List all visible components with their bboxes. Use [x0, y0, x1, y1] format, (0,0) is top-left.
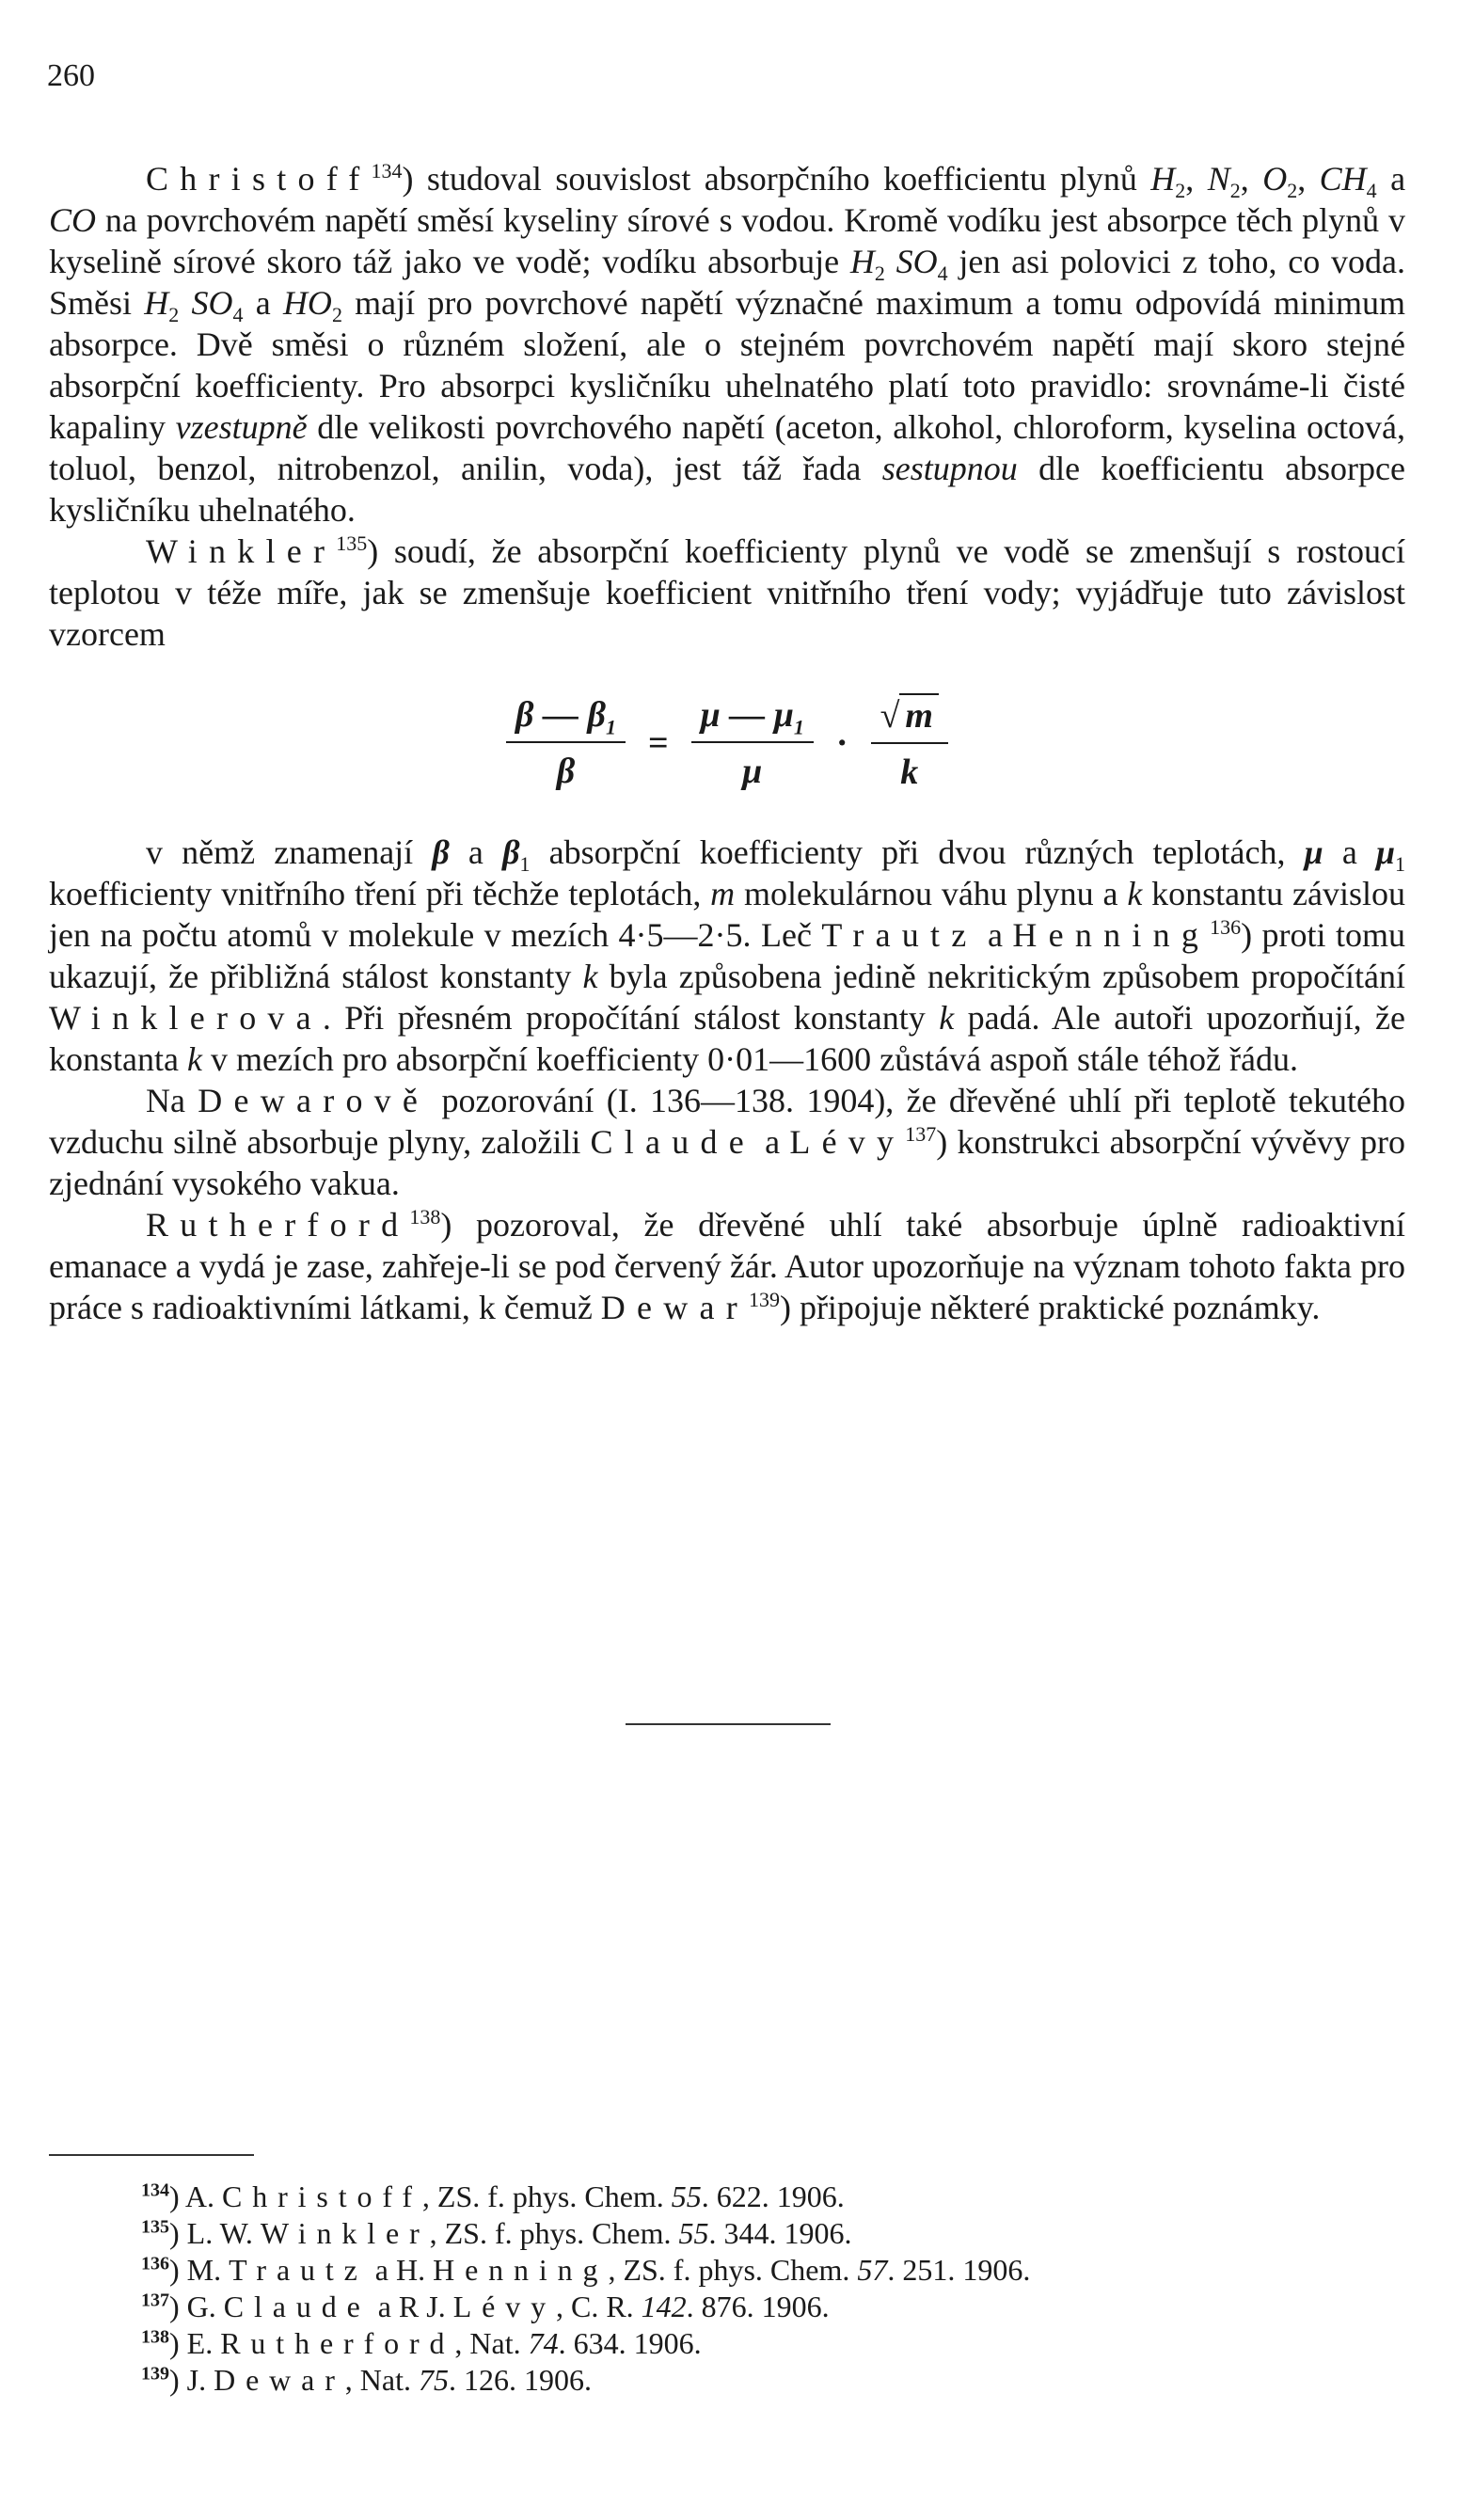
footnote-number: 137: [141, 2290, 169, 2311]
italic-text: SO: [191, 284, 233, 322]
page-number: 260: [47, 58, 95, 93]
formula-equals: =: [647, 723, 669, 763]
italic-text: SO: [895, 243, 938, 280]
spaced-name: Christoff: [146, 160, 372, 198]
text-run: , ZS. f. phys. Chem.: [421, 2179, 672, 2213]
text-run: a R J.: [370, 2290, 453, 2323]
text-run: mají pro povrchové napětí význačné maximum a tomu odpovídá minimum absorpce. Dvě směsi o různém složení, ale o stejném povrchovém napětí mají skoro stejné absorpční koefficienty. Pro absorpci kysličníku uhelnatého platí toto pravidlo: srovnáme-li čisté kapaliny: [49, 284, 1405, 446]
spaced-name: Winkler: [260, 2216, 430, 2250]
text-run: , ZS. f. phys. Chem.: [608, 2253, 858, 2287]
text-run: a: [449, 833, 503, 871]
text-run: byla způsobena jedině nekritickým způsobem propočítání: [597, 958, 1405, 995]
formula-dot: ·: [835, 723, 848, 763]
paragraph-trautz-henning: [49, 832, 1405, 1080]
text-run: ) E.: [169, 2326, 221, 2360]
footnote-139: [141, 2362, 1364, 2399]
text-run: a H.: [367, 2253, 434, 2287]
italic-text: m: [710, 875, 736, 912]
footnote-ref: 134: [371, 159, 403, 182]
subscript: 4: [1366, 179, 1377, 203]
paragraph-winkler: [49, 531, 1405, 655]
spaced-name: Henning: [433, 2253, 609, 2287]
paragraph-claude-levy: [49, 1080, 1405, 1204]
footnote-rule: [49, 2154, 254, 2156]
italic-text: k: [1127, 875, 1143, 912]
formula-lhs-denominator: β: [556, 752, 576, 791]
text-run: ) konstrukci absorpční vývěvy pro zjednání vysokého vakua.: [49, 1123, 1405, 1202]
footnote-134: [141, 2179, 1364, 2215]
footnote-number: 139: [141, 2363, 169, 2385]
italic-text: H: [1150, 160, 1176, 198]
text-run: , C. R.: [555, 2290, 642, 2323]
text-run: . 622. 1906.: [701, 2179, 845, 2213]
footnote-ref: 138: [409, 1205, 441, 1228]
footnote-number: 135: [141, 2216, 169, 2238]
spaced-name: Lévy: [789, 1123, 906, 1161]
text-run: . Při přesném propočítání stálost konstanty: [322, 999, 940, 1037]
root-sign: √: [880, 696, 900, 736]
spaced-name: Dewarově: [198, 1082, 430, 1119]
text-run: ) M.: [169, 2253, 230, 2287]
text-run: ) G.: [169, 2290, 224, 2323]
text-run: a: [1376, 160, 1406, 198]
formula-root-numerator: [871, 693, 948, 744]
text-run: [885, 243, 896, 280]
formula-root-denominator: k: [900, 753, 919, 792]
subscript: 2: [331, 303, 342, 327]
subscript: 2: [1229, 179, 1241, 203]
spaced-name: Henning: [1012, 916, 1211, 954]
text-run: ,: [1240, 160, 1263, 198]
italic-text: H: [144, 284, 169, 322]
spaced-name: Trautz: [229, 2253, 368, 2287]
formula-lhs-numerator: β — $\beta_1$: [506, 694, 626, 743]
formula: [49, 655, 1405, 832]
text-run: a: [243, 284, 283, 322]
italic-text: vzestupně: [175, 408, 308, 446]
italic-text: sestupnou: [881, 450, 1018, 487]
spaced-name: Winklerova: [49, 999, 323, 1037]
spaced-name: Winkler: [146, 532, 337, 570]
footnote-137: [141, 2289, 1364, 2325]
formula-rhs-denominator: μ: [742, 752, 763, 791]
italic-text: 55: [671, 2179, 702, 2213]
footnote-ref: 137: [905, 1122, 937, 1146]
text-run: . 126. 1906.: [449, 2363, 592, 2397]
text-run: ) soudí, že absorpční koefficienty plynů ve vodě se zmenšují s rostoucí teplotou v téže míře, jak se zmenšuje koefficient vnitřního tření vody; vyjádřuje tuto závislost vzorcem: [49, 532, 1405, 653]
italic-text: 75: [419, 2363, 449, 2397]
text-run: dle koefficientu absorpce kysličníku uhelnatého.: [49, 450, 1406, 529]
text-run: dle velikosti povrchového napětí (aceton, alkohol, chloroform, kyselina octová, toluol, benzol, nitrobenzol, anilin, voda), jest táž řada: [49, 408, 1405, 487]
formula-root-fraction: [871, 693, 948, 793]
spaced-name: Christoff: [222, 2179, 422, 2213]
text-run: , ZS. f. phys. Chem.: [429, 2216, 679, 2250]
subscript: 2: [1287, 179, 1298, 203]
text-run: , Nat.: [454, 2326, 529, 2360]
spaced-name: Rutherford: [146, 1206, 410, 1244]
spaced-name: Dewar: [600, 1289, 749, 1326]
italic-text: O: [1262, 160, 1288, 198]
footnote-number: 136: [141, 2253, 169, 2274]
text-run: v mezích pro absorpční koefficienty 0·01—1600 zůstává aspoň stále téhož řádu.: [201, 1040, 1298, 1078]
text-run: ,: [1297, 160, 1320, 198]
spaced-name: Claude: [590, 1123, 755, 1161]
body-text: [49, 158, 1405, 1328]
italic-text: 55: [678, 2216, 709, 2250]
text-run: v němž znamenají: [146, 833, 433, 871]
italic-text: N: [1207, 160, 1230, 198]
footnotes: [141, 2179, 1364, 2399]
footnote-number: 138: [141, 2326, 169, 2348]
formula-rhs-fraction: [691, 694, 814, 792]
text-run: ) připojuje některé praktické poznámky.: [779, 1289, 1321, 1326]
spaced-name: Trautz: [821, 916, 978, 954]
root-argument: m: [899, 693, 939, 737]
text-run: padá. Ale autoři upozorňují, že konstanta: [49, 999, 1405, 1078]
text-run: konstantu závislou jen na počtu atomů v molekule v mezích 4·5—2·5. Leč: [49, 875, 1405, 954]
italic-text: k: [186, 1040, 202, 1078]
italic-text: HO: [282, 284, 332, 322]
spaced-name: Dewar: [214, 2363, 345, 2397]
text-run: molekulárnou váhu plynu a: [735, 875, 1128, 912]
subscript: 1: [1395, 852, 1405, 877]
italic-text: k: [582, 958, 598, 995]
footnote-ref: 136: [1210, 915, 1242, 939]
italic-text: 74: [528, 2326, 559, 2360]
text-run: . 876. 1906.: [686, 2290, 830, 2323]
subscript: 2: [874, 262, 885, 286]
text-run: ) pozoroval, že dřevěné uhlí také absorbuje úplně radioaktivní emanace a vydá je zase, zahřeje-li se pod červený žár. Autor upozorňuje na význam tohoto fakta pro práce s radioaktivními látkami, k čemuž: [49, 1206, 1405, 1326]
formula-rhs-numerator: μ — $\mu_1$: [691, 694, 814, 743]
text-run: na povrchovém napětí směsí kyseliny sírové s vodou. Kromě vodíku jest absorpce těch plynů v kyselině sírové skoro táž jako ve vodě; vodíku absorbuje: [49, 201, 1405, 280]
symbol: β: [502, 833, 520, 871]
footnote-ref: 135: [336, 531, 368, 555]
text-run: jen asi polovici z toho, co voda. Směsi: [49, 243, 1405, 322]
text-run: ) studoval souvislost absorpčního koefficientu plynů: [402, 160, 1151, 198]
symbol: μ: [1304, 833, 1323, 871]
spaced-name: Rutherford: [220, 2326, 455, 2360]
subscript: 2: [1175, 179, 1186, 203]
text-run: koefficienty vnitřního tření při těchže teplotách,: [49, 875, 711, 912]
italic-text: k: [939, 999, 955, 1037]
footnote-number: 134: [141, 2179, 169, 2201]
text-run: a: [1323, 833, 1376, 871]
text-run: . 344. 1906.: [708, 2216, 852, 2250]
subscript: 2: [168, 303, 180, 327]
footnote-138: [141, 2325, 1364, 2362]
text-run: a: [977, 916, 1013, 954]
section-divider: [626, 1723, 831, 1725]
italic-text: CO: [49, 201, 97, 239]
text-run: ,: [1185, 160, 1208, 198]
spaced-name: Claude: [223, 2290, 371, 2323]
text-run: ) proti tomu ukazují, že přibližná stálost konstanty: [49, 916, 1406, 995]
symbol: β: [432, 833, 450, 871]
subscript: 1: [519, 852, 531, 877]
italic-text: CH: [1319, 160, 1367, 198]
italic-text: H: [849, 243, 875, 280]
text-run: Na: [146, 1082, 198, 1119]
spaced-name: Lévy: [452, 2290, 556, 2323]
text-run: absorpční koefficienty při dvou různých teplotách,: [530, 833, 1305, 871]
paragraph-rutherford: [49, 1204, 1405, 1328]
italic-text: 142: [641, 2290, 687, 2323]
subscript: 4: [937, 262, 948, 286]
text-run: . 251. 1906.: [887, 2253, 1031, 2287]
text-run: , Nat.: [344, 2363, 419, 2397]
paragraph-christoff: [49, 158, 1405, 531]
text-run: . 634. 1906.: [558, 2326, 702, 2360]
text-run: ) L. W.: [169, 2216, 261, 2250]
text-run: ) A.: [169, 2179, 222, 2213]
footnote-ref: 139: [748, 1288, 780, 1311]
text-run: a: [754, 1123, 790, 1161]
footnote-136: [141, 2252, 1364, 2289]
formula-lhs-fraction: [506, 694, 626, 792]
footnote-135: [141, 2215, 1364, 2252]
text-run: [179, 284, 191, 322]
text-run: ) J.: [169, 2363, 214, 2397]
text-run: pozorování (I. 136—138. 1904), že dřevěné uhlí při teplotě tekutého vzduchu silně absorbuje plyny, založili: [49, 1082, 1405, 1161]
symbol: μ: [1375, 833, 1395, 871]
italic-text: 57: [857, 2253, 888, 2287]
subscript: 4: [232, 303, 244, 327]
